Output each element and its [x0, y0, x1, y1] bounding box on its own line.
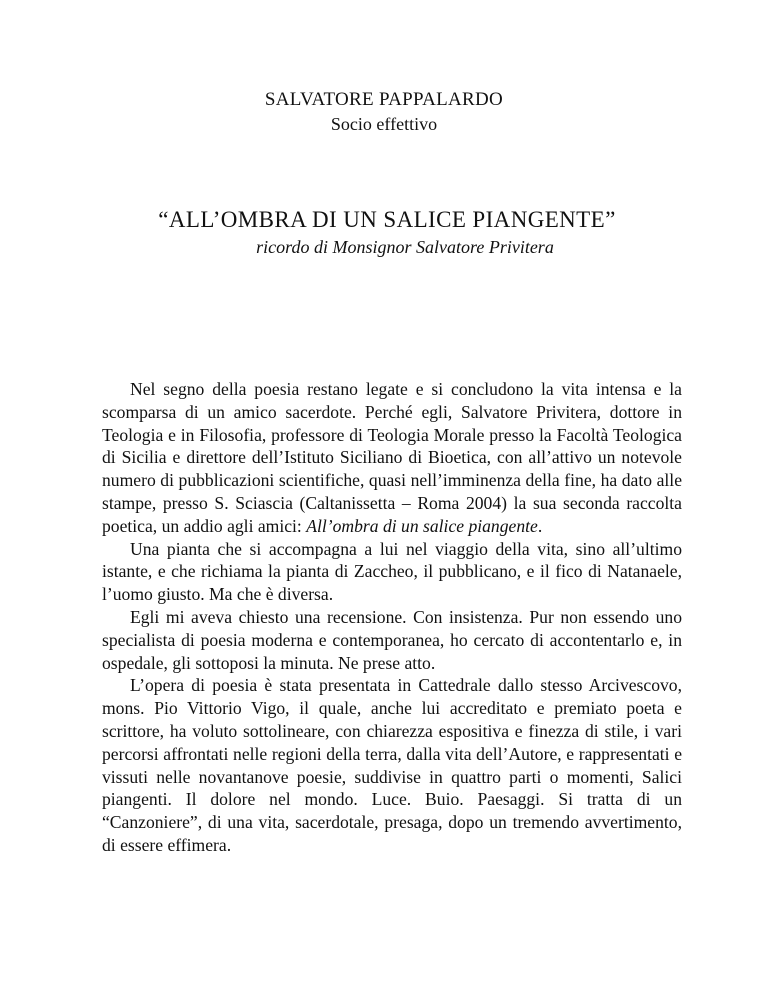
paragraph-1-end: . [537, 515, 543, 536]
paragraph-3: Egli mi aveva chiesto una recensione. Con insistenza. Pur non essendo uno specialista di poesia moderna e contemporanea, ho cercato di accontentarlo e, in ospedale, gli sottoposi la minuta. Ne prese atto. [102, 606, 682, 673]
paragraph-1-text: Nel segno della poesia restano legate e si concludono la vita intensa e la scomparsa di un amico sacerdote. Perché egli, Salvatore Privitera, dottore in Teologia e in Filosofia, professore di Teologia Morale presso la Facoltà Teologica di Sicilia e direttore dell’Istituto Siciliano di Bioetica, con all’attivo un notevole numero di pubblicazioni scientifiche, quasi nell’imminenza della fine, ha dato alle stampe, presso S. Sciascia (Caltanissetta – Roma 2004) la sua seconda raccolta poetica, un addio agli amici: [102, 379, 682, 536]
article-subtitle: ricordo di Monsignor Salvatore Privitera [256, 237, 554, 257]
author-role: Socio effettivo [330, 114, 438, 134]
article-body [102, 378, 682, 857]
book-title: All’ombra di un salice piangente [306, 515, 538, 536]
paragraph-1 [102, 378, 682, 538]
article-title: “ALL’OMBRA DI UN SALICE PIANGENTE” [158, 207, 616, 232]
paragraph-2: Una pianta che si accompagna a lui nel viaggio della vita, sino all’ultimo istante, e che richiama la pianta di Zaccheo, il pubblicano, e il fico di Natanaele, l’uomo giusto. Ma che è diversa. [102, 538, 682, 605]
author-name: SALVATORE PAPPALARDO [264, 89, 504, 110]
author-block [0, 88, 768, 136]
paragraph-4: L’opera di poesia è stata presentata in Cattedrale dallo stesso Arcivescovo, mons. Pio Vittorio Vigo, il quale, anche lui accreditato e premiato poeta e scrittore, ha voluto sottolineare, con chiarezza espositiva e finezza di stile, i vari percorsi affrontati nelle regioni della terra, dalla vita dell’Autore, e rappresentati e vissuti nelle novantanove poesie, suddivise in quattro parti o momenti, Salici piangenti. Il dolore nel mondo. Luce. Buio. Paesaggi. Si tratta di un “Canzoniere”, di una vita, sacerdotale, presaga, dopo un tremendo avvertimento, di essere effimera. [102, 675, 682, 855]
title-block [0, 205, 768, 259]
